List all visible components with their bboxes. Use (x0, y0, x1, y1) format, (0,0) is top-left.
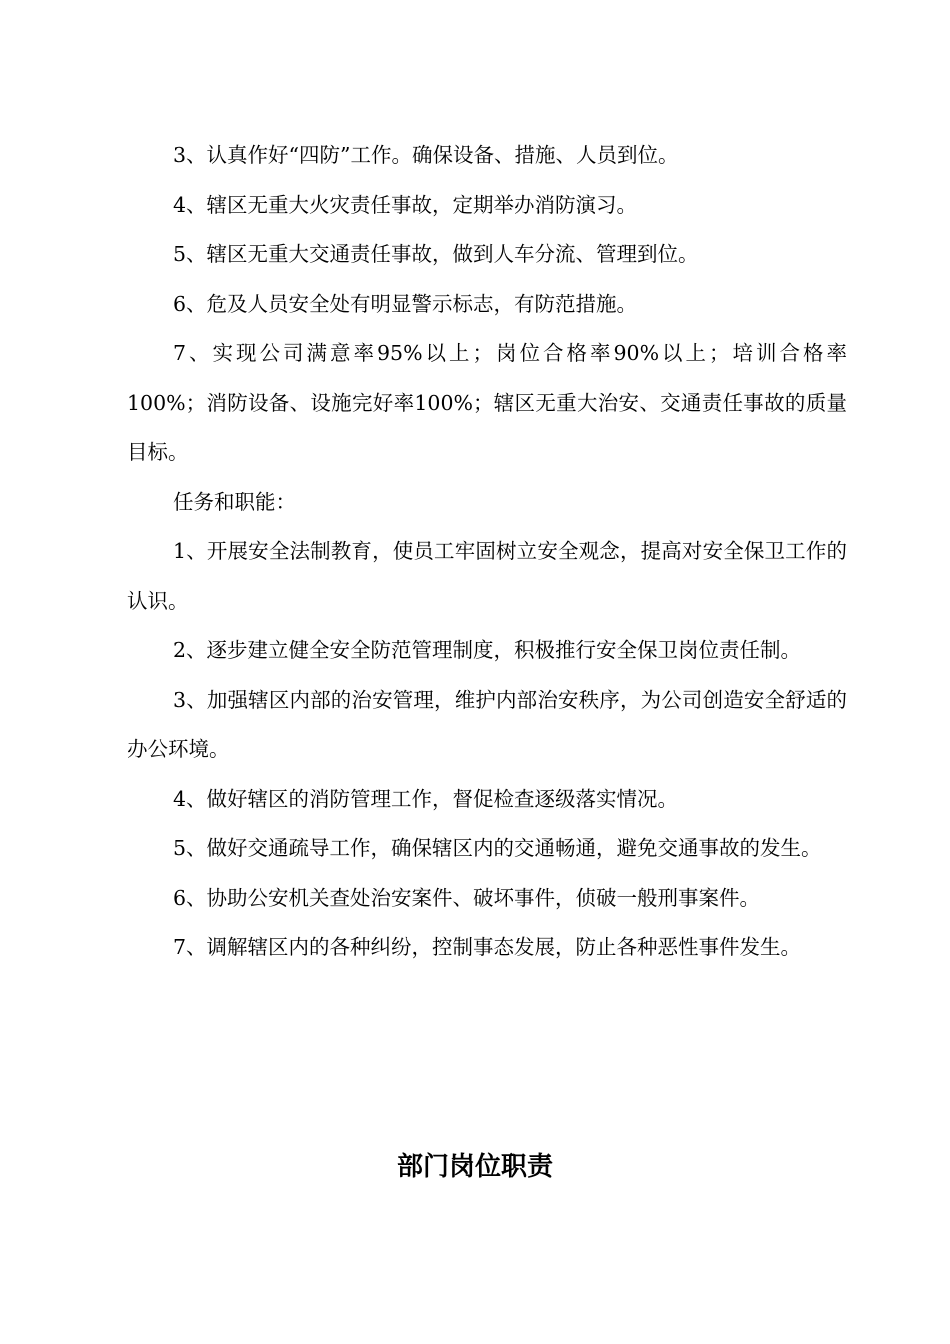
paragraph-goal-4: 4、辖区无重大火灾责任事故，定期举办消防演习。 (173, 192, 638, 217)
paragraph-duty-5: 5、做好交通疏导工作，确保辖区内的交通畅通，避免交通事故的发生。 (173, 836, 822, 860)
paragraph-goal-7: 7、实现公司满意率95%以上；岗位合格率90%以上；培训合格率100%；消防设备、设施完好率100%；辖区无重大治安、交通责任事故的质量目标。 (127, 341, 847, 464)
paragraph-duty-7: 7、调解辖区内的各种纠纷，控制事态发展，防止各种恶性事件发生。 (173, 935, 802, 959)
paragraph-duty-2: 2、逐步建立健全安全防范管理制度，积极推行安全保卫岗位责任制。 (173, 638, 802, 662)
paragraph-duty-6: 6、协助公安机关查处治安案件、破坏事件，侦破一般刑事案件。 (173, 885, 761, 910)
paragraph-duty-3: 3、加强辖区内部的治安管理，维护内部治安秩序，为公司创造安全舒适的办公环境。 (127, 687, 847, 761)
paragraph-goal-6: 6、危及人员安全处有明显警示标志，有防范措施。 (173, 291, 638, 316)
paragraph-duties-heading: 任务和职能： (173, 489, 296, 514)
document-body (127, 131, 847, 973)
paragraph-goal-3: 3、认真作好“四防”工作。确保设备、措施、人员到位。 (173, 143, 679, 167)
section-heading: 部门岗位职责 (396, 1152, 553, 1182)
paragraph-duty-4: 4、做好辖区的消防管理工作，督促检查逐级落实情况。 (173, 786, 679, 811)
paragraph-goal-5: 5、辖区无重大交通责任事故，做到人车分流、管理到位。 (173, 242, 699, 266)
paragraph-duty-1: 1、开展安全法制教育，使员工牢固树立安全观念，提高对安全保卫工作的认识。 (127, 539, 847, 613)
